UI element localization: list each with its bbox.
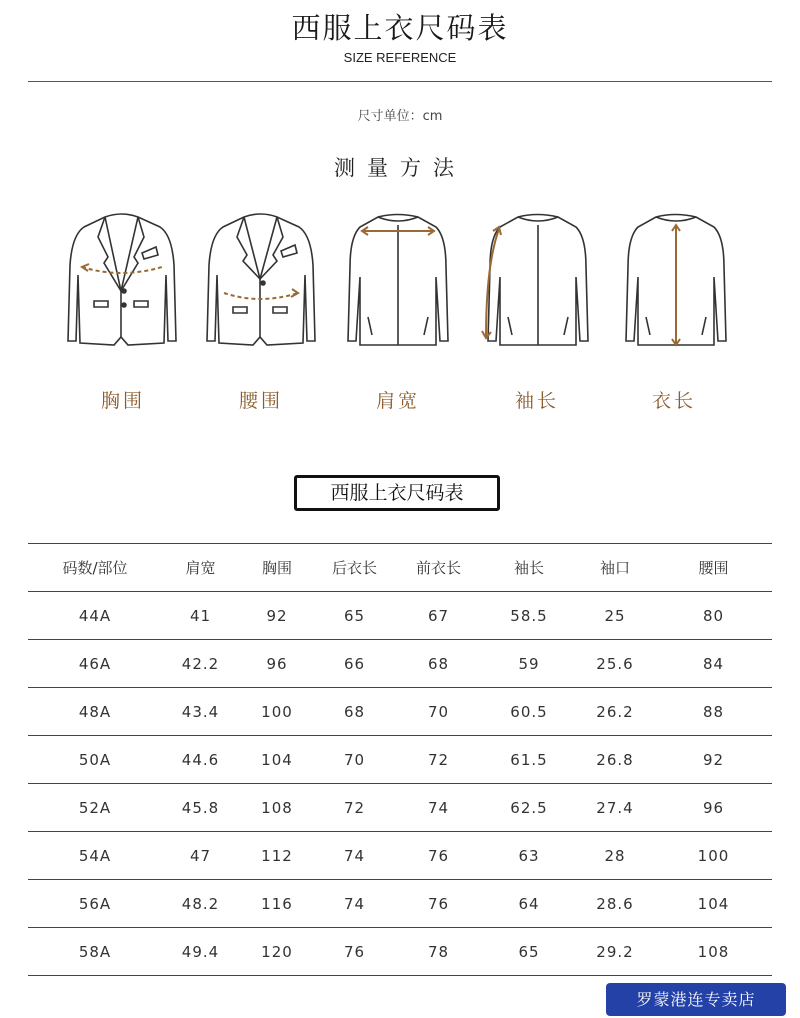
jacket-back-sleeve-icon xyxy=(482,215,588,346)
table-cell: 120 xyxy=(239,928,315,976)
table-cell: 66 xyxy=(315,640,394,688)
table-cell: 61.5 xyxy=(483,736,575,784)
table-title: 西服上衣尺码表 xyxy=(294,475,500,511)
table-cell: 74 xyxy=(315,880,394,928)
table-cell: 46A xyxy=(28,640,162,688)
table-cell: 96 xyxy=(655,784,772,832)
label-chest: 胸围 xyxy=(100,390,145,412)
table-row xyxy=(28,640,772,688)
label-shoulder: 肩宽 xyxy=(375,390,420,412)
table-cell: 49.4 xyxy=(162,928,239,976)
size-table xyxy=(28,543,772,976)
table-cell: 48.2 xyxy=(162,880,239,928)
table-cell: 28 xyxy=(575,832,655,880)
table-cell: 76 xyxy=(394,832,483,880)
table-cell: 92 xyxy=(655,736,772,784)
column-header: 后衣长 xyxy=(315,544,394,592)
store-badge[interactable]: 罗蒙港连专卖店 xyxy=(606,983,786,1016)
table-cell: 58.5 xyxy=(483,592,575,640)
table-cell: 44.6 xyxy=(162,736,239,784)
table-cell: 100 xyxy=(655,832,772,880)
table-cell: 62.5 xyxy=(483,784,575,832)
table-cell: 26.8 xyxy=(575,736,655,784)
table-cell: 72 xyxy=(394,736,483,784)
table-cell: 112 xyxy=(239,832,315,880)
jacket-back-shoulder-icon xyxy=(348,215,448,346)
column-header: 袖长 xyxy=(483,544,575,592)
jacket-back-length-icon xyxy=(626,215,726,346)
table-cell: 64 xyxy=(483,880,575,928)
table-cell: 67 xyxy=(394,592,483,640)
table-cell: 78 xyxy=(394,928,483,976)
measure-method-title: 测量方法 xyxy=(334,156,466,180)
page-subtitle: SIZE REFERENCE xyxy=(343,50,457,65)
table-cell: 27.4 xyxy=(575,784,655,832)
table-cell: 52A xyxy=(28,784,162,832)
table-cell: 80 xyxy=(655,592,772,640)
jacket-illustrations xyxy=(0,205,800,355)
table-row xyxy=(28,736,772,784)
column-header: 腰围 xyxy=(655,544,772,592)
label-waist: 腰围 xyxy=(238,390,283,412)
column-header: 袖口 xyxy=(575,544,655,592)
page-title: 西服上衣尺码表 xyxy=(291,11,509,45)
table-cell: 72 xyxy=(315,784,394,832)
table-cell: 59 xyxy=(483,640,575,688)
table-cell: 76 xyxy=(394,880,483,928)
label-sleeve: 袖长 xyxy=(514,390,559,412)
table-cell: 25 xyxy=(575,592,655,640)
table-cell: 25.6 xyxy=(575,640,655,688)
header-divider xyxy=(28,81,772,82)
table-cell: 104 xyxy=(655,880,772,928)
table-cell: 92 xyxy=(239,592,315,640)
table-row xyxy=(28,784,772,832)
table-row xyxy=(28,880,772,928)
table-cell: 41 xyxy=(162,592,239,640)
table-row xyxy=(28,832,772,880)
label-length: 衣长 xyxy=(651,390,696,412)
column-header: 码数/部位 xyxy=(28,544,162,592)
table-cell: 88 xyxy=(655,688,772,736)
table-row xyxy=(28,688,772,736)
table-header-row xyxy=(28,544,772,592)
column-header: 前衣长 xyxy=(394,544,483,592)
table-cell: 58A xyxy=(28,928,162,976)
table-cell: 43.4 xyxy=(162,688,239,736)
table-cell: 74 xyxy=(394,784,483,832)
table-cell: 47 xyxy=(162,832,239,880)
table-cell: 45.8 xyxy=(162,784,239,832)
table-cell: 104 xyxy=(239,736,315,784)
jacket-front-waist-icon xyxy=(207,214,315,345)
table-cell: 65 xyxy=(315,592,394,640)
table-cell: 63 xyxy=(483,832,575,880)
column-header: 肩宽 xyxy=(162,544,239,592)
table-cell: 56A xyxy=(28,880,162,928)
table-cell: 26.2 xyxy=(575,688,655,736)
table-cell: 68 xyxy=(315,688,394,736)
table-cell: 65 xyxy=(483,928,575,976)
table-cell: 108 xyxy=(239,784,315,832)
table-cell: 70 xyxy=(394,688,483,736)
table-cell: 108 xyxy=(655,928,772,976)
column-header: 胸围 xyxy=(239,544,315,592)
table-cell: 100 xyxy=(239,688,315,736)
table-cell: 74 xyxy=(315,832,394,880)
table-cell: 70 xyxy=(315,736,394,784)
table-cell: 84 xyxy=(655,640,772,688)
table-cell: 116 xyxy=(239,880,315,928)
table-cell: 28.6 xyxy=(575,880,655,928)
table-row xyxy=(28,928,772,976)
table-cell: 48A xyxy=(28,688,162,736)
unit-note: 尺寸单位：cm xyxy=(357,109,443,124)
table-cell: 42.2 xyxy=(162,640,239,688)
table-cell: 29.2 xyxy=(575,928,655,976)
table-cell: 54A xyxy=(28,832,162,880)
table-cell: 96 xyxy=(239,640,315,688)
table-cell: 68 xyxy=(394,640,483,688)
table-cell: 76 xyxy=(315,928,394,976)
jacket-front-chest-icon xyxy=(68,214,176,345)
table-row xyxy=(28,592,772,640)
table-cell: 50A xyxy=(28,736,162,784)
table-cell: 44A xyxy=(28,592,162,640)
table-cell: 60.5 xyxy=(483,688,575,736)
